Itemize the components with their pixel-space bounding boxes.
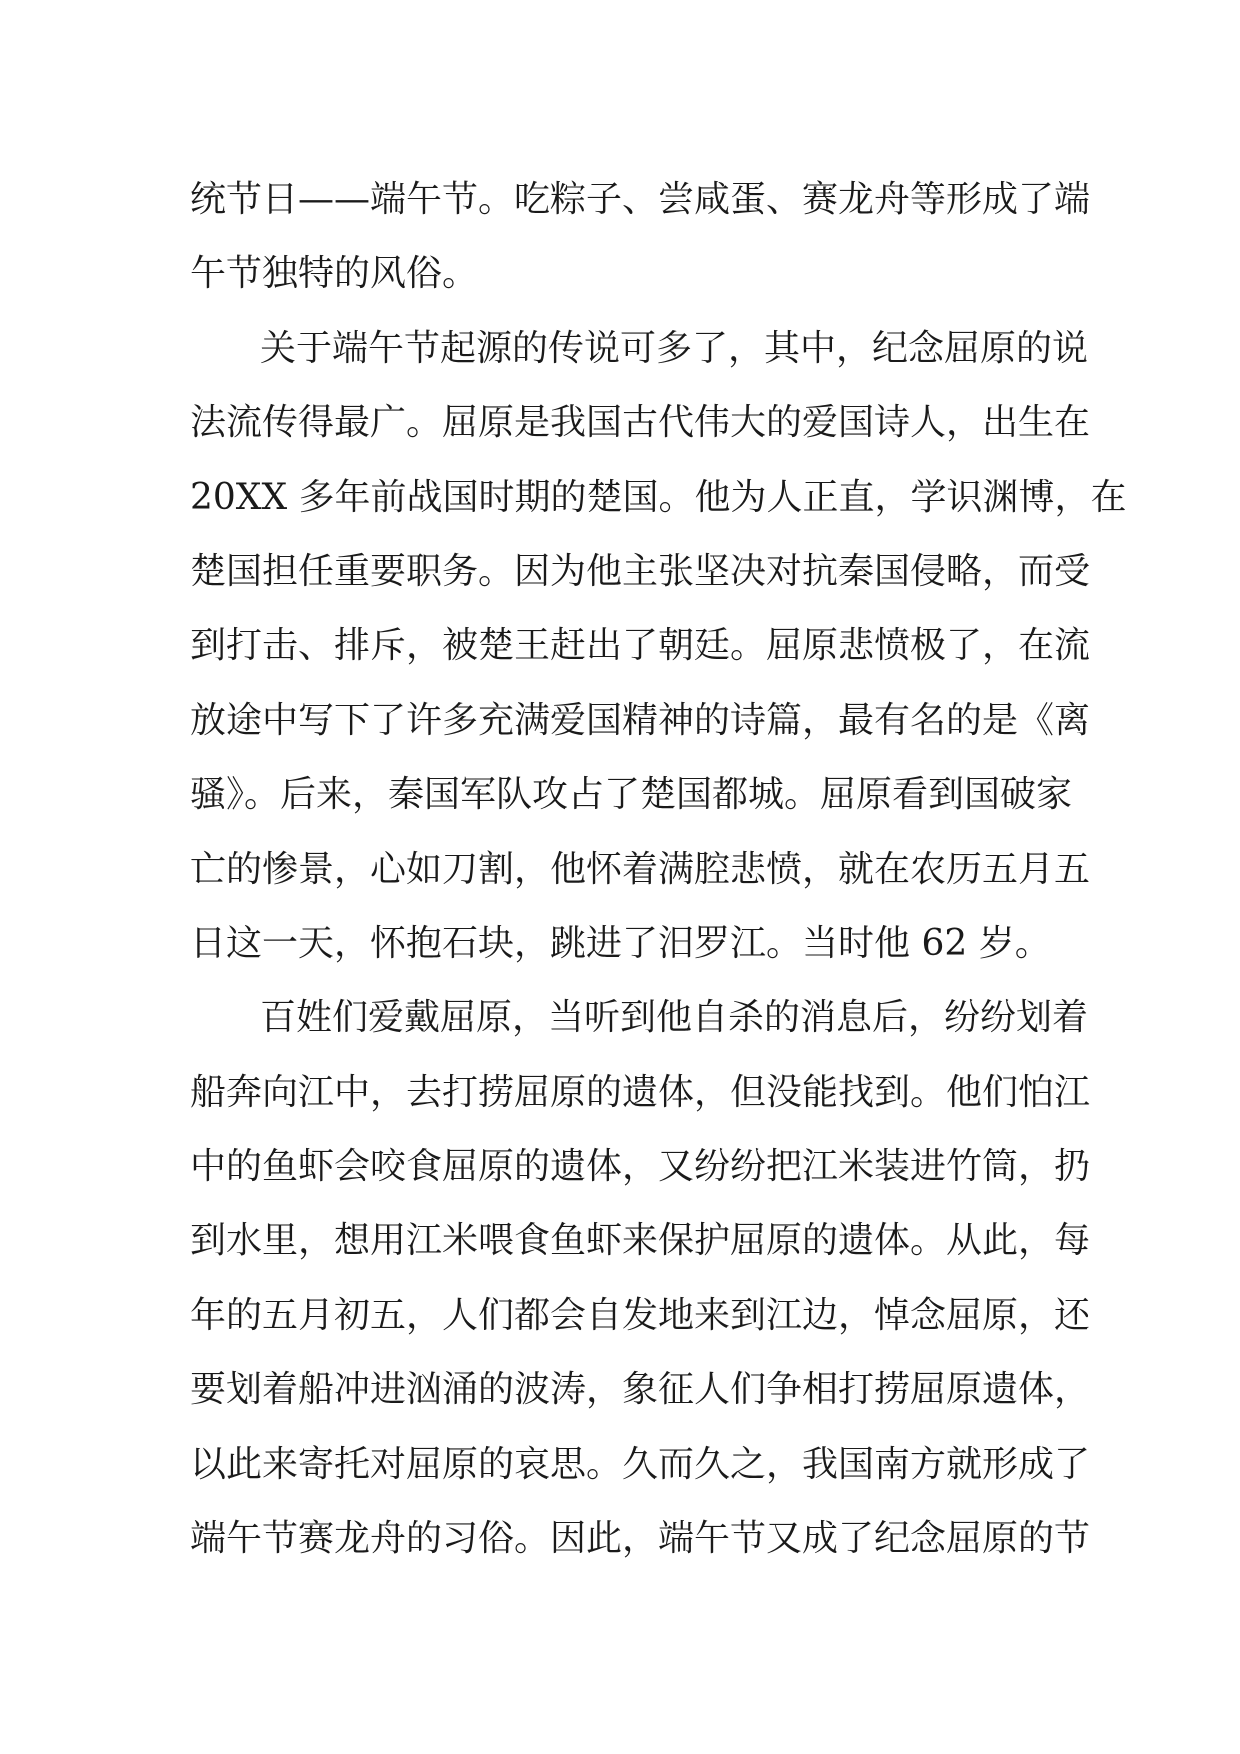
text-line: 船奔向江中，去打捞屈原的遗体，但没能找到。他们怕江 [190, 1071, 1091, 1113]
text-line: 楚国担任重要职务。因为他主张坚决对抗秦国侵略，而受 [190, 550, 1091, 592]
text-line: 到水里，想用江米喂食鱼虾来保护屈原的遗体。从此，每 [190, 1220, 1091, 1262]
text-line: 法流传得最广。屈原是我国古代伟大的爱国诗人，出生在 [190, 402, 1091, 444]
text-line: 日这一天，怀抱石块，跳进了汨罗江。当时他 62 岁。 [190, 922, 1051, 964]
text-line: 到打击、排斥，被楚王赶出了朝廷。屈原悲愤极了，在流 [190, 625, 1091, 667]
text-line: 百姓们爱戴屈原，当听到他自杀的消息后，纷纷划着 [260, 997, 1089, 1039]
text-line: 端午节赛龙舟的习俗。因此，端午节又成了纪念屈原的节 [190, 1518, 1091, 1560]
text-line: 以此来寄托对屈原的哀思。久而久之，我国南方就形成了 [190, 1443, 1091, 1485]
text-line: 亡的惨景，心如刀割，他怀着满腔悲愤，就在农历五月五 [190, 848, 1091, 890]
text-line: 20XX 多年前战国时期的楚国。他为人正直，学识渊博，在 [190, 476, 1127, 518]
text-line: 骚》。后来，秦国军队攻占了楚国都城。屈原看到国破家 [190, 774, 1073, 816]
body-text [190, 163, 1127, 1576]
text-line: 放途中写下了许多充满爱国精神的诗篇，最有名的是《离 [190, 699, 1091, 741]
text-line: 统节日——端午节。吃粽子、尝咸蛋、赛龙舟等形成了端 [190, 179, 1091, 220]
text-line: 要划着船冲进汹涌的波涛，象征人们争相打捞屈原遗体， [190, 1369, 1091, 1411]
text-line: 年的五月初五，人们都会自发地来到江边，悼念屈原，还 [190, 1294, 1091, 1336]
text-line: 中的鱼虾会咬食屈原的遗体，又纷纷把江米装进竹筒，扔 [190, 1146, 1091, 1188]
text-line: 关于端午节起源的传说可多了，其中，纪念屈原的说 [260, 327, 1089, 369]
text-line: 午节独特的风俗。 [190, 253, 479, 295]
